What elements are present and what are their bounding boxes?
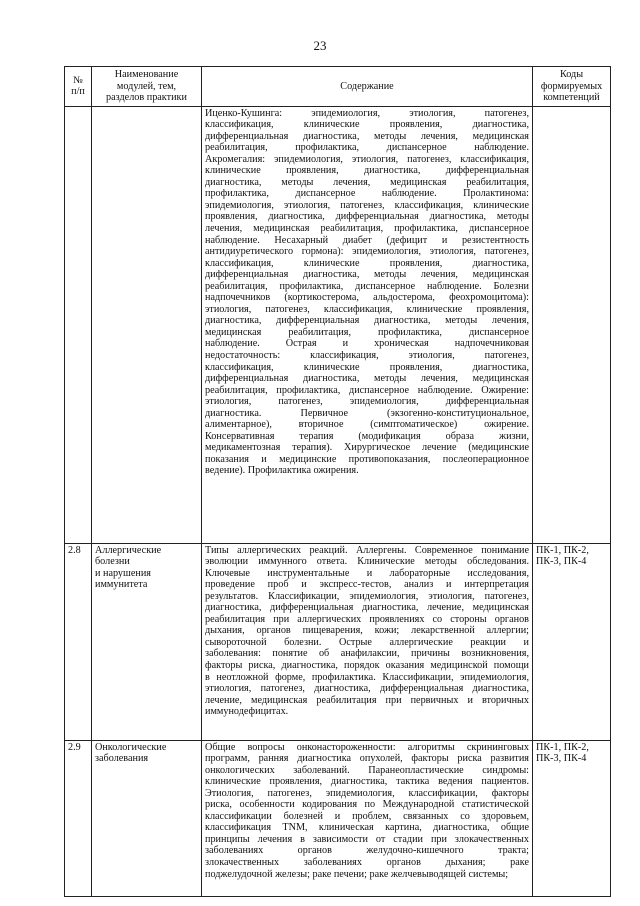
content-text-line: классификация, клинические проявления, диагностика, bbox=[205, 257, 529, 269]
content-text-line: Иценко-Кушинга: эпидемиология, этиология, патогенез, bbox=[205, 107, 529, 119]
content-text-line: недостаточность: классификация, этиология, патогенез, bbox=[205, 349, 529, 361]
content-text-line: реабилитация при аллергических проявлениях со стороны органов bbox=[205, 613, 529, 625]
content-text-line: эволюции иммунного ответа. Клинические методы обследования. bbox=[205, 556, 529, 568]
module-name-line: Онкологические bbox=[95, 741, 167, 753]
content-text-line: диагностика. Первичное (экзогенно-конституциональное, bbox=[205, 407, 529, 419]
table-row bbox=[65, 106, 611, 543]
content-text-line: этиология, патогенез, классификация, клинические проявления, bbox=[205, 303, 529, 315]
header-module bbox=[92, 67, 202, 107]
content-text-line: реабилитация, профилактика, диспансерное наблюдение. bbox=[205, 142, 529, 154]
content-text-line: лечения, медицинская реабилитация, профилактика, диспансерное bbox=[205, 222, 529, 234]
content-text-line: медикаментозная терапия). Хирургическое лечение (медицинские bbox=[205, 442, 529, 454]
row-module bbox=[92, 106, 202, 543]
header-num-line: п/п bbox=[71, 86, 85, 98]
header-module-line: разделов практики bbox=[106, 92, 187, 103]
content-text-line: результатов. Классификации, эпидемиология, этиология, патогенез, bbox=[205, 590, 529, 602]
content-text-line: алиментарное), вторичное (симптоматическое) ожирение. bbox=[205, 419, 529, 431]
header-module-line: модулей, тем, bbox=[116, 80, 177, 92]
header-codes-line: Коды bbox=[559, 69, 584, 80]
content-text-line: наблюдение. Острая и хроническая надпочечниковая bbox=[205, 338, 529, 350]
module-name-line: Аллергические bbox=[95, 544, 162, 556]
curriculum-table bbox=[64, 66, 611, 897]
content-text-line: профилактика, диспансерное наблюдение. Пролактинома: bbox=[205, 188, 529, 200]
header-num-line: № bbox=[73, 74, 83, 86]
row-module bbox=[92, 740, 202, 896]
content-text-line: реабилитация, профилактика, диспансерное наблюдение. Болезни bbox=[205, 280, 529, 292]
content-text-line: эпидемиология, этиология, патогенез, классификация, клинические bbox=[205, 199, 529, 211]
row-number bbox=[65, 106, 92, 543]
competence-code-line: ПК-1, ПК-2, bbox=[536, 544, 589, 556]
table-row bbox=[65, 543, 611, 740]
module-name-line: и нарушения bbox=[95, 567, 151, 579]
header-codes bbox=[533, 67, 611, 107]
row-codes bbox=[533, 543, 611, 740]
content-text-line: дифференциальная диагностика, методы лечения, медицинская bbox=[205, 373, 529, 385]
content-text-line: принципы лечения в зависимости от стадии при злокачественных bbox=[205, 833, 529, 845]
header-codes-line: компетенций bbox=[543, 92, 600, 103]
content-text-line: программ, ранняя диагностика опухолей, факторы риска развития bbox=[205, 753, 529, 765]
content-text-line: заболеваниях органов желудочно-кишечного тракта; bbox=[205, 845, 529, 857]
row-content bbox=[202, 543, 533, 740]
module-name-line: иммунитета bbox=[95, 579, 148, 591]
content-text-line: надпочечников (кортикостерома, альдостерома, феохромоцитома): bbox=[205, 292, 529, 304]
row-number: 2.9 bbox=[65, 740, 92, 896]
content-text-line: сывороточной болезни. Острые аллергические реакции и bbox=[205, 636, 529, 648]
content-text-line: Этиология, патогенез, эпидемиология, классификации, факторы bbox=[205, 787, 529, 799]
content-text-line: риска, особенности кодирования по Международной статистической bbox=[205, 799, 529, 811]
content-text-line: дифференциальная диагностика, методы лечения, медицинская bbox=[205, 269, 529, 281]
content-text-line: этиология, патогенез, диагностика, дифференциальная диагностика, bbox=[205, 683, 529, 695]
header-codes-line: формируемых bbox=[540, 80, 603, 92]
content-text-line: классификации болезней и проблем, связанных со здоровьем, bbox=[205, 810, 529, 822]
module-name-line: заболевания bbox=[95, 753, 149, 765]
row-codes bbox=[533, 106, 611, 543]
competence-code-line: ПК-3, ПК-4 bbox=[536, 556, 587, 568]
content-text-line: показания и медицинские противопоказания, послеоперационное bbox=[205, 453, 529, 465]
content-text-line: Консервативная терапия (модификация образа жизни, bbox=[205, 430, 529, 442]
header-num bbox=[65, 67, 92, 107]
content-text-line: проявления, диагностика, дифференциальная диагностика, методы bbox=[205, 211, 529, 223]
table-row bbox=[65, 740, 611, 896]
content-text-line: классификация TNM, клиническая картина, диагностика, общие bbox=[205, 822, 529, 834]
content-text-line: этиология, патогенез, эпидемиология, дифференциальная bbox=[205, 396, 529, 408]
content-text-line: диагностика, дифференциальная диагностика, лечение, медицинская bbox=[205, 602, 529, 614]
content-text-line: дифференциальная диагностика, методы лечения, медицинская bbox=[205, 130, 529, 142]
content-text-line: злокачественных заболеваниях органов дыхания; раке bbox=[205, 856, 529, 868]
content-text-line: онкологических заболеваний. Паранеопластические синдромы: bbox=[205, 764, 529, 776]
content-text-line: в неотложной форме, профилактика. Классификации, эпидемиология, bbox=[205, 671, 529, 683]
content-text-line: классификация, клинические проявления, диагностика, bbox=[205, 119, 529, 131]
content-text-line: Типы аллергических реакций. Аллергены. Современное понимание bbox=[205, 544, 529, 556]
content-text-line: Акромегалия: эпидемиология, этиология, патогенез, классификация, bbox=[205, 153, 529, 165]
content-text-line: поджелудочной железы; раке печени; раке желчевыводящей системы; bbox=[205, 868, 509, 880]
content-text-line: лечение, медицинская реабилитация при первичных и вторичных bbox=[205, 694, 529, 706]
header-content: Содержание bbox=[202, 67, 533, 107]
row-content bbox=[202, 106, 533, 543]
content-text-line: медицинская реабилитация, профилактика, диспансерное bbox=[205, 326, 529, 338]
row-number: 2.8 bbox=[65, 543, 92, 740]
content-text-line: диагностика, методы лечения, медицинская реабилитация, bbox=[205, 176, 529, 188]
row-module bbox=[92, 543, 202, 740]
competence-code-line: ПК-1, ПК-2, bbox=[536, 741, 589, 753]
header-module-line: Наименование bbox=[114, 69, 179, 80]
content-text-line: Общие вопросы онконастороженности: алгоритмы скрининговых bbox=[205, 741, 529, 753]
content-text-line: иммунодефицитах. bbox=[205, 706, 289, 718]
module-name-line: болезни bbox=[95, 556, 130, 568]
competence-code-line: ПК-3, ПК-4 bbox=[536, 753, 587, 765]
content-text-line: диагностика, дифференциальная диагностика, методы лечения, bbox=[205, 315, 529, 327]
table-header-row bbox=[65, 67, 611, 107]
content-text-line: Ключевые инструментальные и лабораторные исследования, bbox=[205, 567, 529, 579]
content-text-line: дыхания, органов пищеварения, кожи; лекарственной аллергии; bbox=[205, 625, 529, 637]
content-text-line: реабилитация, профилактика, диспансерное наблюдение. Ожирение: bbox=[205, 384, 529, 396]
content-text-line: антидиуретического гормона): эпидемиология, этиология, патогенез, bbox=[205, 246, 529, 258]
content-text-line: ведение). Профилактика ожирения. bbox=[205, 465, 359, 477]
content-text-line: заболевания: понятие об анафилаксии, причины возникновения, bbox=[205, 648, 529, 660]
content-text-line: проведение проб и экспресс-тестов, анализ и интерпретация bbox=[205, 579, 529, 591]
row-codes bbox=[533, 740, 611, 896]
content-text-line: клинические проявления, диагностика, тактика ведения пациентов. bbox=[205, 776, 529, 788]
content-text-line: наблюдение. Несахарный диабет (дефицит и резистентность bbox=[205, 234, 529, 246]
page-number: 23 bbox=[313, 38, 327, 53]
content-text-line: факторы риска, диагностика, порядок оказания медицинской помощи bbox=[205, 659, 529, 671]
row-content bbox=[202, 740, 533, 896]
content-text-line: клинические проявления, диагностика, дифференциальная bbox=[205, 165, 529, 177]
content-text-line: классификация, клинические проявления, диагностика, bbox=[205, 361, 529, 373]
